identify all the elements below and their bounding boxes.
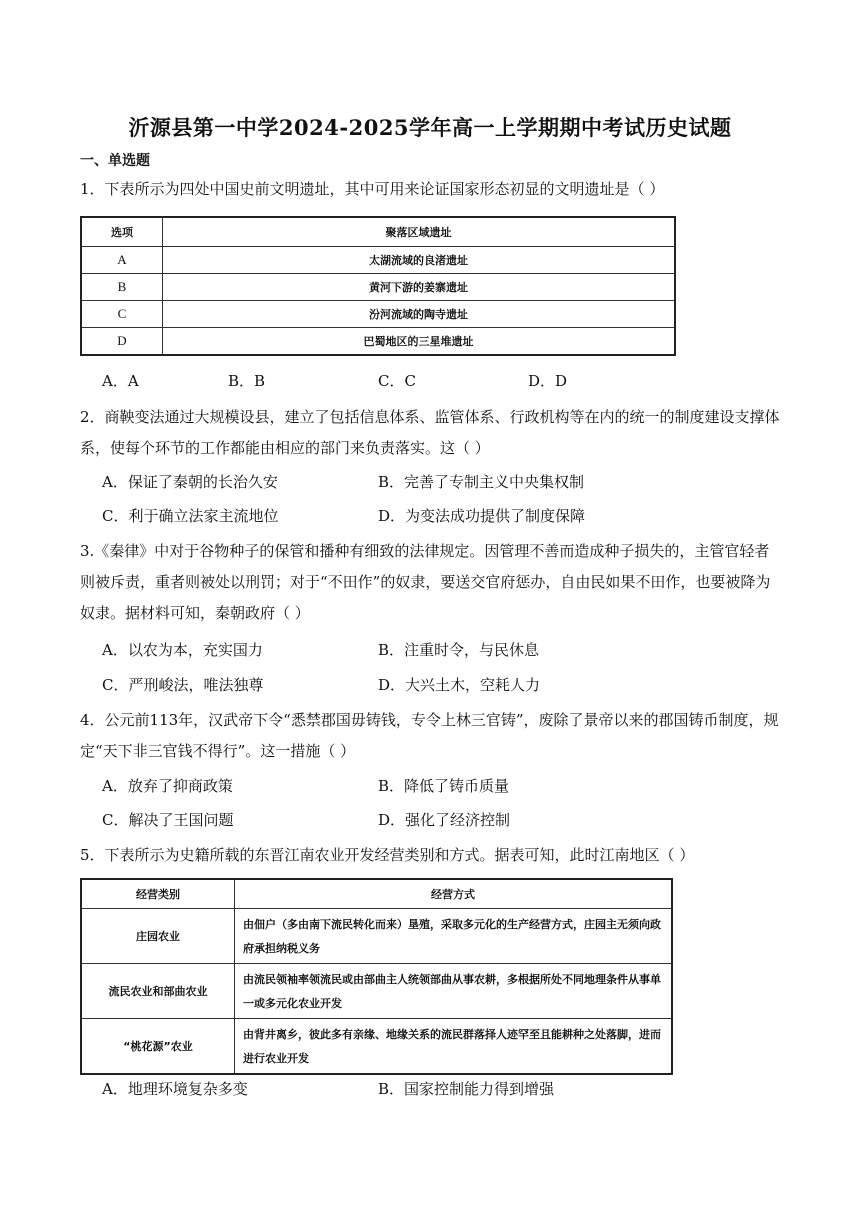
table-row [81, 1019, 672, 1075]
question-2-stem: 2．商鞅变法通过大规模设县，建立了包括信息体系、监管体系、行政机构等在内的统一的制度建设支撑体系，使每个环节的工作都能由相应的部门来负责落实。这（ ） [80, 408, 780, 457]
question-1-table [80, 216, 676, 356]
question-3-option-b[interactable]: B．注重时令，与民休息 [378, 641, 540, 659]
table-row [81, 247, 675, 274]
table-cell: 由背井离乡，彼此多有亲缘、地缘关系的流民群落择人迹罕至且能耕种之处落脚，进而进行农业开发 [235, 1019, 673, 1075]
question-2-option-a[interactable]: A．保证了秦朝的长治久安 [102, 473, 278, 491]
question-4-option-c[interactable]: C．解决了王国问题 [102, 811, 234, 829]
table-cell: B [81, 274, 163, 301]
table-row [81, 328, 675, 356]
table-cell: 由流民领袖率领流民或由部曲主人统领部曲从事农耕，多根据所处不同地理条件从事单一或多元化农业开发 [235, 964, 673, 1019]
table-cell: 太湖流域的良渚遗址 [163, 247, 676, 274]
table-cell: “桃花源”农业 [81, 1019, 235, 1075]
question-1-stem: 1．下表所示为四处中国史前文明遗址，其中可用来论证国家形态初显的文明遗址是（ ） [80, 180, 665, 198]
question-4-stem: 4．公元前113年，汉武帝下令“悉禁郡国毋铸钱，专令上林三官铸”，废除了景帝以来的郡国铸币制度，规定“天下非三官钱不得行”。这一措施（ ） [80, 711, 779, 760]
page-title: 沂源县第一中学2024-2025学年高一上学期期中考试历史试题 [128, 115, 732, 140]
table-header: 经营方式 [235, 879, 673, 909]
question-2-option-c[interactable]: C．利于确立法家主流地位 [102, 507, 279, 525]
table-cell: 黄河下游的姜寨遗址 [163, 274, 676, 301]
table-row [81, 909, 672, 964]
question-2-option-b[interactable]: B．完善了专制主义中央集权制 [378, 473, 585, 491]
question-2-option-d[interactable]: D．为变法成功提供了制度保障 [378, 507, 586, 525]
question-3-option-c[interactable]: C．严刑峻法，唯法独尊 [102, 676, 264, 694]
question-5-option-b[interactable]: B．国家控制能力得到增强 [378, 1080, 555, 1098]
question-4-option-b[interactable]: B．降低了铸币质量 [378, 777, 510, 795]
table-header: 经营类别 [81, 879, 235, 909]
question-3-option-d[interactable]: D．大兴土木，空耗人力 [378, 676, 541, 694]
table-row [81, 274, 675, 301]
table-header: 聚落区域遗址 [163, 217, 676, 247]
table-cell: D [81, 328, 163, 356]
table-cell: 由佃户（多由南下流民转化而来）垦殖，采取多元化的生产经营方式，庄园主无须向政府承担纳税义务 [235, 909, 673, 964]
question-5-table [80, 878, 673, 1075]
table-cell: C [81, 301, 163, 328]
table-cell: 庄园农业 [81, 909, 235, 964]
table-row [81, 301, 675, 328]
table-cell: 巴蜀地区的三星堆遗址 [163, 328, 676, 356]
question-1-option-d[interactable]: D．D [528, 372, 568, 390]
table-cell: A [81, 247, 163, 274]
question-3-option-a[interactable]: A．以农为本，充实国力 [102, 641, 263, 659]
table-header: 选项 [81, 217, 163, 247]
question-4-option-a[interactable]: A．放弃了抑商政策 [102, 777, 233, 795]
table-cell: 汾河流域的陶寺遗址 [163, 301, 676, 328]
table-cell: 流民农业和部曲农业 [81, 964, 235, 1019]
table-row [81, 964, 672, 1019]
question-5-option-a[interactable]: A．地理环境复杂多变 [102, 1080, 248, 1098]
question-5-stem: 5．下表所示为史籍所载的东晋江南农业开发经营类别和方式。据表可知，此时江南地区（ ） [80, 846, 695, 864]
question-3-stem: 3.《秦律》中对于谷物种子的保管和播种有细致的法律规定。因管理不善而造成种子损失的，主管官轻者则被斥责，重者则被处以刑罚；对于“不田作”的奴隶，要送交官府惩办，自由民如果不田作，也要被降为奴隶。据材料可知，秦朝政府（ ） [80, 542, 771, 622]
question-1-option-c[interactable]: C．C [378, 372, 416, 390]
question-1-option-a[interactable]: A．A [102, 372, 139, 390]
question-4-option-d[interactable]: D．强化了经济控制 [378, 811, 511, 829]
section-heading: 一、单选题 [80, 153, 150, 169]
question-1-option-b[interactable]: B．B [228, 372, 266, 390]
